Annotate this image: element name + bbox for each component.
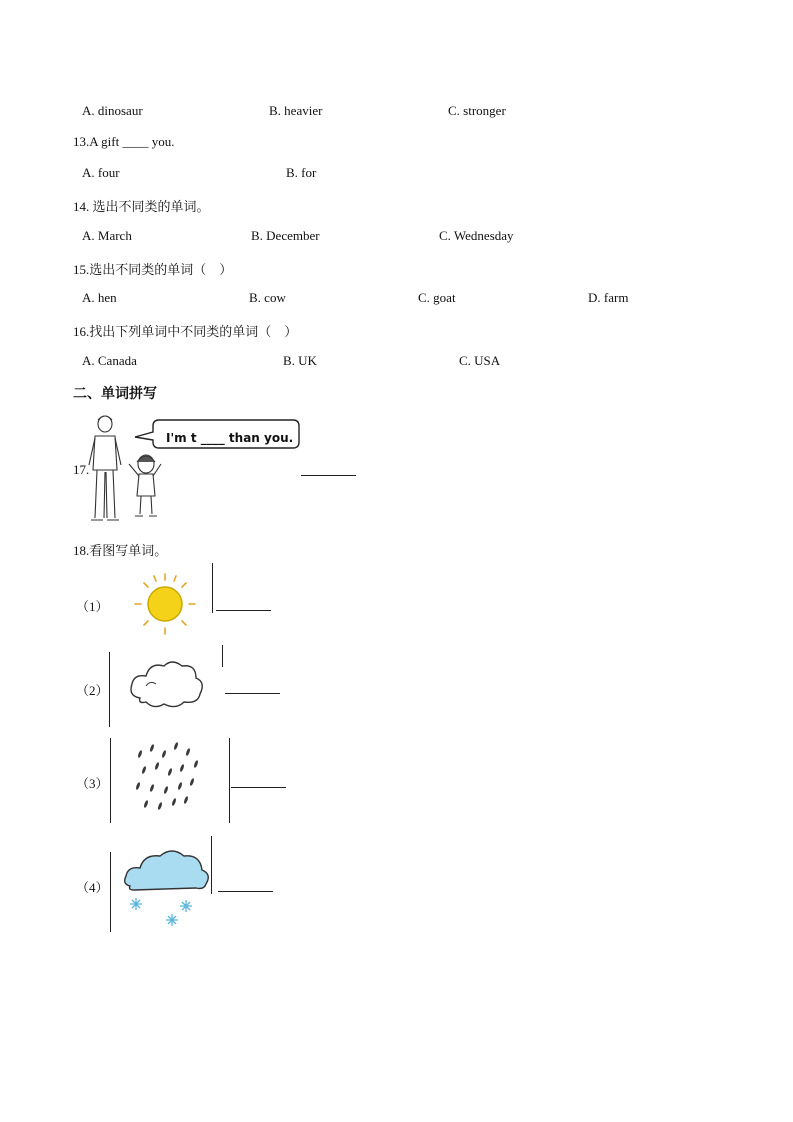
q18-item-1-label: （1） [76, 599, 109, 614]
q14-option-b: B. December [251, 228, 320, 243]
q17-answer-blank[interactable] [301, 475, 356, 476]
q13-stem: 13.A gift ____ you. [73, 134, 175, 149]
q18-item-2-label: （2） [76, 683, 109, 698]
frame-divider-left [109, 652, 110, 727]
q18-item-3-label: （3） [76, 776, 109, 791]
q15-option-c: C. goat [418, 290, 456, 305]
q16-option-b: B. UK [283, 353, 317, 368]
frame-divider [212, 563, 213, 613]
q18-item-4-blank[interactable] [218, 891, 273, 892]
q17-illustration [85, 410, 305, 525]
q15-stem: 15.选出不同类的单词（ ） [73, 262, 233, 277]
sun-icon [130, 570, 200, 635]
snow-icon [120, 842, 212, 934]
q18-item-4-label: （4） [76, 880, 109, 895]
q12-option-a: A. dinosaur [82, 103, 143, 118]
rain-icon [130, 740, 205, 815]
q18-item-3-blank[interactable] [231, 787, 286, 788]
q15-option-d: D. farm [588, 290, 629, 305]
q16-option-a: A. Canada [82, 353, 137, 368]
girl-figure [129, 455, 161, 516]
frame-divider-right [229, 738, 230, 823]
q18-stem: 18.看图写单词。 [73, 543, 168, 558]
q18-item-2-blank[interactable] [225, 693, 280, 694]
q14-option-c: C. Wednesday [439, 228, 514, 243]
frame-divider-left [110, 852, 111, 932]
q15-option-a: A. hen [82, 290, 117, 305]
cloud-icon [126, 656, 208, 712]
q12-option-c: C. stronger [448, 103, 506, 118]
q14-stem: 14. 选出不同类的单词。 [73, 199, 210, 214]
section-title: 二、单词拼写 [73, 386, 157, 402]
q12-option-b: B. heavier [269, 103, 323, 118]
man-figure [89, 416, 121, 520]
speech-bubble-text: I'm t ____ than you. [166, 431, 294, 445]
q18-item-1-blank[interactable] [216, 610, 271, 611]
q14-option-a: A. March [82, 228, 132, 243]
q16-option-c: C. USA [459, 353, 501, 368]
frame-divider-left [110, 738, 111, 823]
q17-number: 17. [73, 462, 90, 477]
frame-divider-right [222, 645, 223, 667]
q13-option-a: A. four [82, 165, 120, 180]
q16-stem: 16.找出下列单词中不同类的单词（ ） [73, 324, 298, 339]
q15-option-b: B. cow [249, 290, 286, 305]
q13-option-b: B. for [286, 165, 317, 180]
